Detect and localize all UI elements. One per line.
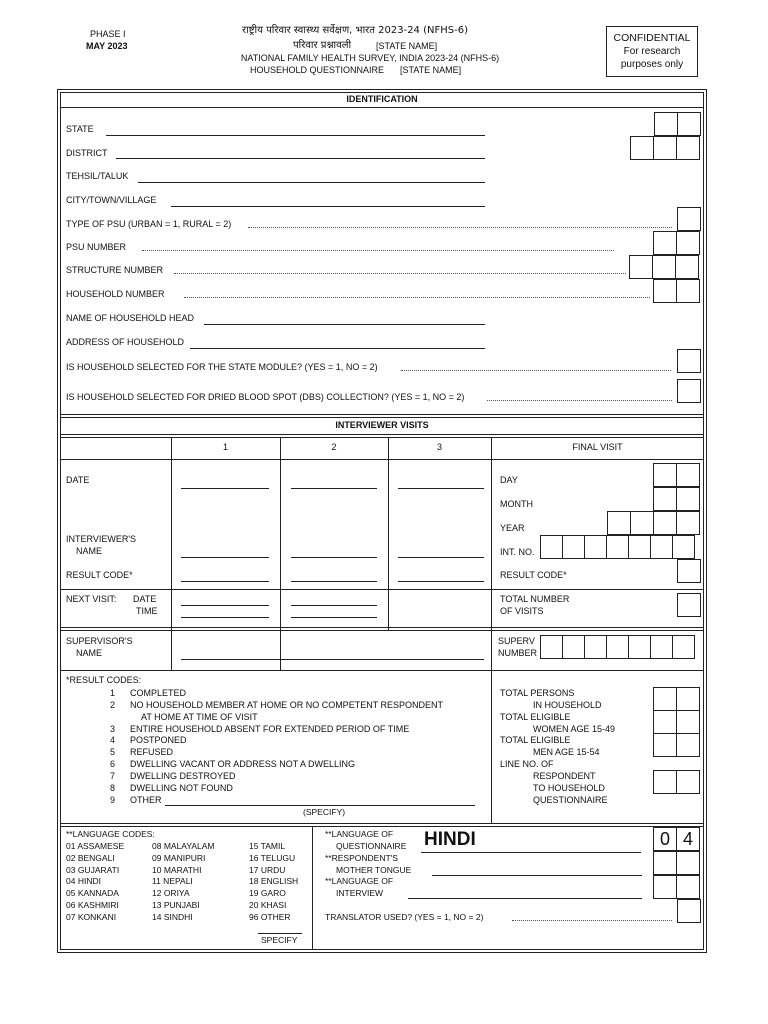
code-2-text: NO HOUSEHOLD MEMBER AT HOME OR NO COMPETENT RESPONDENT (130, 700, 444, 710)
date-row-label: DATE (66, 475, 90, 485)
mother-tongue-line[interactable] (432, 875, 642, 876)
lang-code: 20 KHASI (249, 900, 287, 910)
dot-leader (401, 370, 671, 371)
line-no-boxes[interactable] (653, 770, 700, 794)
superv-label-1: SUPERV (498, 636, 535, 646)
lang-code: 18 ENGLISH (249, 876, 299, 886)
head-name-input-line[interactable] (204, 324, 485, 325)
code-7-text: DWELLING DESTROYED (130, 771, 236, 781)
code-7: 7 (110, 771, 116, 781)
lang-code: 09 MANIPURI (152, 853, 206, 863)
column-divider (171, 437, 172, 670)
divider (60, 414, 704, 415)
visit2-date-line[interactable] (291, 488, 377, 489)
line-no-4: QUESTIONNAIRE (533, 795, 608, 805)
lang-questionnaire-line (421, 852, 641, 853)
final-visit-header: FINAL VISIT (572, 442, 623, 452)
visit2-nv-date-line[interactable] (291, 605, 377, 606)
superv-number-boxes[interactable] (540, 635, 695, 659)
year-label: YEAR (500, 523, 525, 533)
psu-type-box[interactable] (677, 207, 701, 231)
eligible-men-1: TOTAL ELIGIBLE (500, 735, 571, 745)
household-number-boxes[interactable] (653, 279, 700, 303)
code-1-text: COMPLETED (130, 688, 187, 698)
divider (60, 589, 704, 590)
interviewer-label-1: INTERVIEWER'S (66, 534, 137, 544)
structure-number-label: STRUCTURE NUMBER (66, 265, 164, 275)
dot-leader (512, 920, 672, 921)
visit2-interviewer-line[interactable] (291, 557, 377, 558)
divider (60, 107, 704, 108)
visit-col-2: 2 (331, 442, 337, 452)
code-6-text: DWELLING VACANT OR ADDRESS NOT A DWELLING (130, 759, 356, 769)
tehsil-input-line[interactable] (138, 182, 485, 183)
divider (60, 823, 704, 824)
visit3-date-line[interactable] (398, 488, 484, 489)
confidential-label: CONFIDENTIAL (613, 32, 691, 44)
dot-leader (248, 227, 672, 228)
household-number-label: HOUSEHOLD NUMBER (66, 289, 165, 299)
final-result-code-label: RESULT CODE* (500, 570, 567, 580)
code-8-text: DWELLING NOT FOUND (130, 783, 233, 793)
lang-code: 12 ORIYA (152, 888, 190, 898)
lang-code: 07 KONKANI (66, 912, 117, 922)
city-input-line[interactable] (171, 206, 485, 207)
district-label: DISTRICT (66, 148, 108, 158)
research-line-1: For research (623, 46, 681, 57)
lang-code: 01 ASSAMESE (66, 841, 125, 851)
address-label: ADDRESS OF HOUSEHOLD (66, 337, 185, 347)
line-no-3: TO HOUSEHOLD (533, 783, 605, 793)
state-module-box[interactable] (677, 349, 701, 373)
superv-label-2: NUMBER (498, 648, 538, 658)
total-persons-2: IN HOUSEHOLD (533, 700, 602, 710)
structure-number-boxes[interactable] (629, 255, 699, 279)
visit2-result-line[interactable] (291, 581, 377, 582)
identification-title: IDENTIFICATION (346, 94, 418, 104)
month-label: MONTH (500, 499, 533, 509)
lang-code: 15 TAMIL (249, 841, 286, 851)
district-code-boxes[interactable] (630, 136, 700, 160)
visit3-result-line[interactable] (398, 581, 484, 582)
state-code-boxes[interactable] (654, 112, 701, 136)
divider (60, 630, 704, 631)
head-name-label: NAME OF HOUSEHOLD HEAD (66, 313, 195, 323)
lang-code: 17 URDU (249, 865, 286, 875)
visit2-nv-time-line[interactable] (291, 617, 377, 618)
next-visit-label: NEXT VISIT: (66, 594, 117, 604)
psu-number-label: PSU NUMBER (66, 242, 127, 252)
total-visits-label-2: OF VISITS (500, 606, 544, 616)
visit3-interviewer-line[interactable] (398, 557, 484, 558)
dbs-label: IS HOUSEHOLD SELECTED FOR DRIED BLOOD SPOT (DBS) COLLECTION? (YES = 1, NO = 2) (66, 392, 465, 402)
lang-code: 08 MALAYALAM (152, 841, 215, 851)
code-5: 5 (110, 747, 116, 757)
interview-lang-label-2: INTERVIEW (336, 888, 384, 898)
result-codes-title: *RESULT CODES: (66, 675, 142, 685)
final-result-code-box[interactable] (677, 559, 701, 583)
language-codes-title: **LANGUAGE CODES: (66, 829, 155, 839)
code-9: 9 (110, 795, 116, 805)
code-9-text: OTHER (130, 795, 162, 805)
tehsil-label: TEHSIL/TALUK (66, 171, 129, 181)
next-visit-date-label: DATE (133, 594, 157, 604)
hindi-title: राष्ट्रीय परिवार स्वास्थ्य सर्वेक्षण, भारत 2023-24 (NFHS-6) (242, 25, 468, 36)
total-persons-boxes[interactable] (653, 687, 700, 711)
column-divider (312, 826, 313, 950)
day-label: DAY (500, 475, 518, 485)
state-module-label: IS HOUSEHOLD SELECTED FOR THE STATE MODULE? (YES = 1, NO = 2) (66, 362, 378, 372)
mother-tongue-boxes[interactable] (653, 851, 700, 875)
visit1-nv-time-line[interactable] (181, 617, 269, 618)
psu-number-boxes[interactable] (653, 231, 700, 255)
supervisor-label-1: SUPERVISOR'S (66, 636, 133, 646)
divider (60, 434, 704, 435)
int-no-label: INT. NO. (500, 547, 535, 557)
lang-code: 11 NEPALI (152, 876, 193, 886)
visit-col-1: 1 (222, 442, 228, 452)
other-specify-label: (SPECIFY) (303, 807, 346, 817)
code-2-text-cont: AT HOME AT TIME OF VISIT (141, 712, 258, 722)
lang-code: 05 KANNADA (66, 888, 119, 898)
code-2: 2 (110, 700, 116, 710)
divider (60, 417, 704, 418)
dot-leader (142, 250, 614, 251)
translator-label: TRANSLATOR USED? (YES = 1, NO = 2) (325, 912, 484, 922)
dot-leader (184, 297, 650, 298)
respondent-label-2: MOTHER TONGUE (336, 865, 412, 875)
questionnaire-title: HOUSEHOLD QUESTIONNAIRE (250, 65, 385, 75)
respondent-label-1: **RESPONDENT'S (325, 853, 398, 863)
column-divider (388, 437, 389, 630)
total-visits-box[interactable] (677, 593, 701, 617)
code-3-text: ENTIRE HOUSEHOLD ABSENT FOR EXTENDED PERIOD OF TIME (130, 724, 410, 734)
dot-leader (487, 400, 672, 401)
lang-specify-label: SPECIFY (261, 935, 298, 945)
lang-code: 04 HINDI (66, 876, 101, 886)
interview-lang-line[interactable] (408, 898, 642, 899)
lang-code-digit: 0 (653, 827, 677, 851)
interview-lang-label-1: **LANGUAGE OF (325, 876, 394, 886)
int-no-boxes[interactable] (540, 535, 695, 559)
lang-questionnaire-label-2: QUESTIONNAIRE (336, 841, 407, 851)
lang-questionnaire-value[interactable]: HINDI (424, 829, 476, 850)
month-boxes[interactable] (653, 487, 700, 511)
line-no-2: RESPONDENT (533, 771, 596, 781)
psu-type-label: TYPE OF PSU (URBAN = 1, RURAL = 2) (66, 219, 232, 229)
result-code-label: RESULT CODE* (66, 570, 133, 580)
day-boxes[interactable] (653, 463, 700, 487)
state-input-line[interactable] (106, 135, 485, 136)
lang-code: 03 GUJARATI (66, 865, 120, 875)
address-input-line[interactable] (190, 348, 485, 349)
date-label: MAY 2023 (86, 41, 128, 51)
confidential-box (606, 26, 698, 77)
interviewer-label-2: NAME (76, 546, 103, 556)
divider (60, 459, 704, 460)
eligible-men-boxes[interactable] (653, 733, 700, 757)
phase-label: PHASE I (90, 29, 126, 39)
code-6: 6 (110, 759, 116, 769)
eligible-women-2: WOMEN AGE 15-49 (533, 724, 616, 734)
visit1-date-line[interactable] (181, 488, 269, 489)
district-input-line[interactable] (116, 158, 485, 159)
lang-code: 06 KASHMIRI (66, 900, 119, 910)
divider (60, 826, 704, 827)
lang-code: 13 PUNJABI (152, 900, 200, 910)
eligible-men-2: MEN AGE 15-54 (533, 747, 600, 757)
city-label: CITY/TOWN/VILLAGE (66, 195, 157, 205)
lang-questionnaire-code-boxes[interactable] (653, 827, 700, 851)
hindi-subtitle: परिवार प्रश्नावली (293, 40, 352, 51)
visit-col-3: 3 (436, 442, 442, 452)
state-name-placeholder-2: [STATE NAME] (400, 65, 462, 75)
other-lang-specify-line[interactable] (258, 933, 302, 934)
lang-code: 19 GARO (249, 888, 286, 898)
code-3: 3 (110, 724, 116, 734)
dot-leader (174, 273, 626, 274)
year-boxes[interactable] (607, 511, 700, 535)
visit1-interviewer-line[interactable] (181, 557, 269, 558)
lang-questionnaire-label-1: **LANGUAGE OF (325, 829, 394, 839)
english-title: NATIONAL FAMILY HEALTH SURVEY, INDIA 2023-24 (NFHS-6) (240, 53, 500, 63)
code-5-text: REFUSED (130, 747, 174, 757)
lang-code: 02 BENGALI (66, 853, 115, 863)
translator-box[interactable] (677, 899, 701, 923)
visits-title: INTERVIEWER VISITS (335, 420, 429, 430)
divider (60, 437, 704, 438)
supervisor-name-line[interactable] (181, 659, 484, 660)
column-divider (280, 437, 281, 670)
code-8: 8 (110, 783, 116, 793)
lang-code: 96 OTHER (249, 912, 291, 922)
lang-code-digit: 4 (676, 827, 700, 851)
lang-code: 10 MARATHI (152, 865, 202, 875)
visit1-nv-date-line[interactable] (181, 605, 269, 606)
code-4: 4 (110, 735, 116, 745)
total-persons-1: TOTAL PERSONS (500, 688, 575, 698)
divider (60, 627, 704, 628)
line-no-1: LINE NO. OF (500, 759, 554, 769)
research-line-2: purposes only (620, 59, 684, 70)
total-visits-label-1: TOTAL NUMBER (500, 594, 570, 604)
eligible-women-boxes[interactable] (653, 710, 700, 734)
lang-code: 14 SINDHI (152, 912, 193, 922)
other-specify-line[interactable] (165, 805, 475, 806)
dbs-box[interactable] (677, 379, 701, 403)
visit1-result-line[interactable] (181, 581, 269, 582)
next-visit-time-label: TIME (136, 606, 158, 616)
lang-code: 16 TELUGU (249, 853, 296, 863)
state-name-placeholder: [STATE NAME] (376, 41, 438, 51)
supervisor-label-2: NAME (76, 648, 103, 658)
interview-lang-boxes[interactable] (653, 875, 700, 899)
state-label: STATE (66, 124, 94, 134)
eligible-women-1: TOTAL ELIGIBLE (500, 712, 571, 722)
divider (60, 670, 704, 671)
code-1: 1 (110, 688, 116, 698)
code-4-text: POSTPONED (130, 735, 187, 745)
